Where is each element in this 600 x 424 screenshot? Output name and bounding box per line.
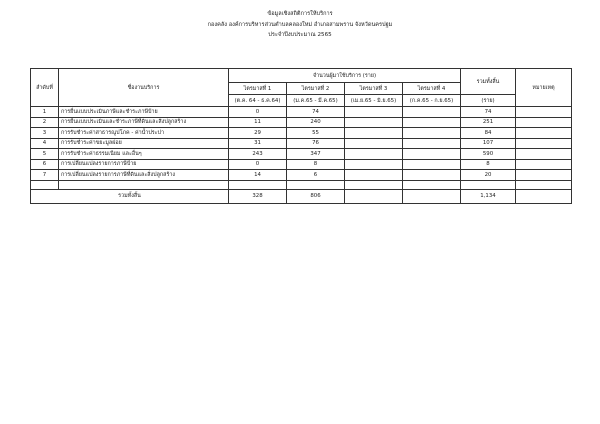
table-row [31, 128, 572, 139]
row-q2: 8 [287, 159, 345, 170]
col-header-q3: ไตรมาสที่ 3 [345, 83, 403, 95]
row-q1: 0 [229, 107, 287, 118]
col-header-q4-range: (ก.ค.65 - ก.ย.65) [403, 95, 461, 107]
table-row [31, 117, 572, 128]
row-no: 3 [31, 128, 59, 139]
row-q2: 55 [287, 128, 345, 139]
row-no: 4 [31, 138, 59, 149]
row-q2: 347 [287, 149, 345, 160]
row-q3 [345, 138, 403, 149]
row-total: 590 [461, 149, 516, 160]
row-service: การเปลี่ยนแปลงรายการภาษีที่ดินและสิ่งปลูกสร้าง [59, 170, 229, 181]
row-no: 7 [31, 170, 59, 181]
col-header-q4: ไตรมาสที่ 4 [403, 83, 461, 95]
row-q4 [403, 117, 461, 128]
table-row [31, 138, 572, 149]
row-service: การยื่นแบบประเมินภาษีและชำระภาษีป้าย [59, 107, 229, 118]
row-note [516, 107, 572, 118]
row-q3 [345, 107, 403, 118]
row-note [516, 170, 572, 181]
totals-q4 [403, 189, 461, 203]
col-header-q2: ไตรมาสที่ 2 [287, 83, 345, 95]
row-q3 [345, 128, 403, 139]
table-row [31, 159, 572, 170]
header-fiscal-year: ประจำปีงบประมาณ 2565 [268, 32, 332, 38]
table-row [31, 149, 572, 160]
document-header [0, 9, 600, 41]
table-row [31, 170, 572, 181]
row-q4 [403, 149, 461, 160]
totals-q2: 806 [287, 189, 345, 203]
row-note [516, 149, 572, 160]
row-q1: 29 [229, 128, 287, 139]
row-note [516, 128, 572, 139]
totals-total: 1,134 [461, 189, 516, 203]
row-q4 [403, 128, 461, 139]
service-statistics-table [30, 68, 572, 204]
row-note [516, 138, 572, 149]
col-header-no: ลำดับที่ [31, 69, 59, 107]
table-body [31, 107, 572, 204]
totals-label: รวมทั้งสิ้น [31, 189, 229, 203]
row-q4 [403, 107, 461, 118]
header-organization: กองคลัง องค์การบริหารส่วนตำบลคลองใหม่ อำเภอสามพราน จังหวัดนครปฐม [207, 21, 393, 28]
row-service: การเปลี่ยนแปลงรายการภาษีป้าย [59, 159, 229, 170]
row-q4 [403, 138, 461, 149]
col-header-total: รวมทั้งสิ้น [461, 69, 516, 95]
col-header-usage-group: จำนวนผู้มาใช้บริการ (ราย) [229, 69, 461, 83]
row-total: 251 [461, 117, 516, 128]
blank-row [31, 180, 572, 189]
row-note [516, 117, 572, 128]
col-header-note: หมายเหตุ [516, 69, 572, 107]
totals-q3 [345, 189, 403, 203]
totals-row [31, 189, 572, 203]
totals-q1: 328 [229, 189, 287, 203]
row-q1: 14 [229, 170, 287, 181]
col-header-q3-range: (เม.ย.65 - มิ.ย.65) [345, 95, 403, 107]
col-header-q1: ไตรมาสที่ 1 [229, 83, 287, 95]
row-q1: 243 [229, 149, 287, 160]
row-q2: 6 [287, 170, 345, 181]
row-q2: 76 [287, 138, 345, 149]
row-total: 107 [461, 138, 516, 149]
row-service: การรับชำระค่าขยะมูลฝอย [59, 138, 229, 149]
row-q3 [345, 170, 403, 181]
row-q4 [403, 170, 461, 181]
col-header-total-unit: (ราย) [461, 95, 516, 107]
row-total: 20 [461, 170, 516, 181]
row-no: 6 [31, 159, 59, 170]
row-q4 [403, 159, 461, 170]
row-q1: 31 [229, 138, 287, 149]
col-header-q1-range: (ต.ค. 64 - ธ.ค.64) [229, 95, 287, 107]
row-q2: 74 [287, 107, 345, 118]
table-header [31, 69, 572, 107]
row-note [516, 159, 572, 170]
row-q3 [345, 117, 403, 128]
row-total: 74 [461, 107, 516, 118]
row-no: 2 [31, 117, 59, 128]
col-header-q2-range: (ม.ค.65 - มี.ค.65) [287, 95, 345, 107]
row-total: 84 [461, 128, 516, 139]
row-service: การรับชำระค่าธรรมเนียม และอื่นๆ [59, 149, 229, 160]
col-header-service: ชื่องานบริการ [59, 69, 229, 107]
header-title: ข้อมูลเชิงสถิติการให้บริการ [267, 11, 333, 17]
row-service: การยื่นแบบประเมินและชำระภาษีที่ดินและสิ่งปลูกสร้าง [59, 117, 229, 128]
row-service: การรับชำระค่าสาธารณูปโภค - ค่าน้ำประปา [59, 128, 229, 139]
row-q3 [345, 159, 403, 170]
totals-note [516, 189, 572, 203]
row-no: 1 [31, 107, 59, 118]
table-row [31, 107, 572, 118]
row-q1: 0 [229, 159, 287, 170]
row-q3 [345, 149, 403, 160]
row-q2: 240 [287, 117, 345, 128]
row-no: 5 [31, 149, 59, 160]
row-total: 8 [461, 159, 516, 170]
row-q1: 11 [229, 117, 287, 128]
